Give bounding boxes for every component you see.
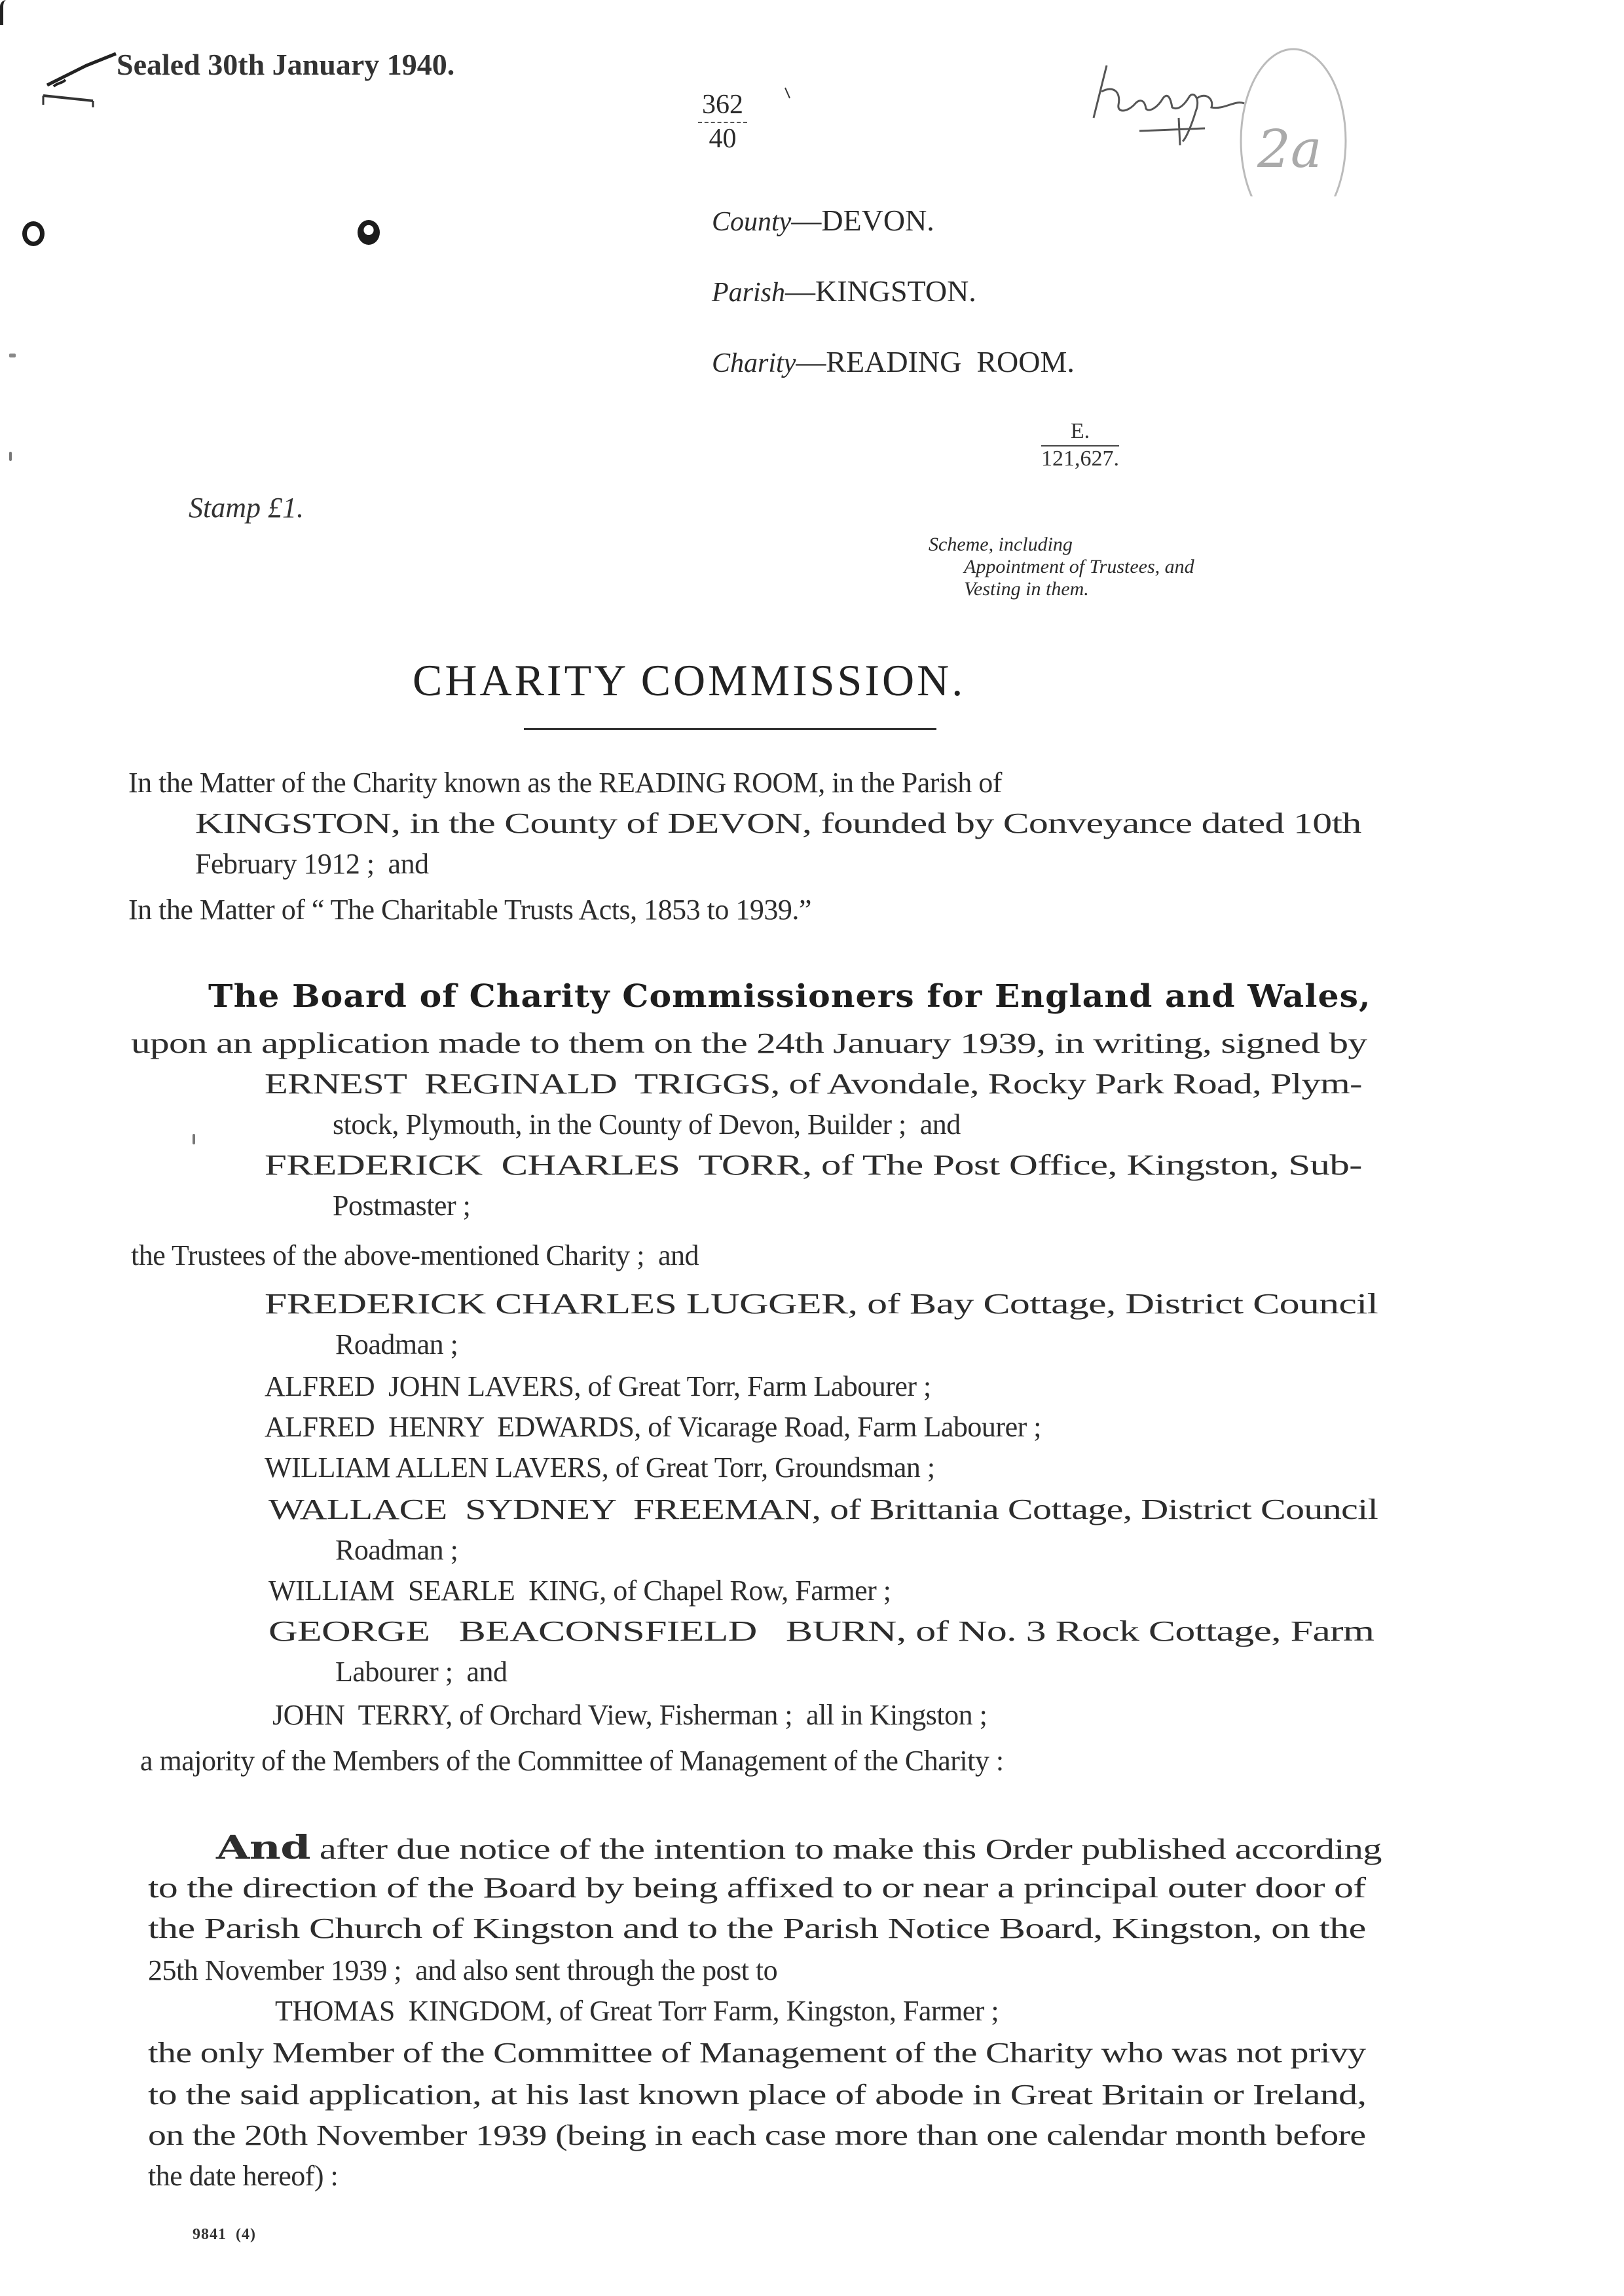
charity-value: —READING ROOM.	[796, 345, 1075, 378]
margin-mark	[9, 354, 16, 357]
closing-line: the date hereof) :	[148, 2160, 339, 2192]
trustees-line: the Trustees of the above-mentioned Charity ; and	[131, 1239, 699, 1271]
member-line: Roadman ;	[335, 1534, 458, 1566]
member-line: WALLACE SYDNEY FREEMAN, of Brittania Cottage, District Council	[268, 1493, 1378, 1525]
matter-line: In the Matter of “ The Charitable Trusts Acts, 1853 to 1939.”	[128, 894, 811, 926]
pencil-tick-icon	[783, 86, 792, 101]
notice-lead-word: And	[216, 1828, 310, 1867]
member-line: GEORGE BEACONSFIELD BURN, of No. 3 Rock Cottage, Farm	[268, 1615, 1375, 1647]
print-code: 9841 (4)	[193, 2226, 256, 2243]
member-line: ALFRED HENRY EDWARDS, of Vicarage Road, Farm Labourer ;	[265, 1411, 1041, 1443]
scheme-line: Scheme, including	[929, 534, 1073, 555]
petitioner-line: stock, Plymouth, in the County of Devon, Builder ; and	[333, 1108, 961, 1140]
notice-line: to the direction of the Board by being affixed to or near a principal outer door of	[148, 1872, 1366, 1904]
handwritten-annotation	[950, 26, 1408, 196]
majority-line: a majority of the Members of the Committee of Management of the Charity :	[140, 1745, 1004, 1777]
recipient-line: THOMAS KINGDOM, of Great Torr Farm, Kingston, Farmer ;	[275, 1995, 999, 2027]
county-line	[712, 203, 934, 238]
page-edge-mark	[0, 0, 9, 25]
file-number-numerator: 362	[698, 89, 747, 123]
stamp-duty: Stamp £1.	[189, 492, 304, 524]
reference-number	[1041, 419, 1119, 471]
notice-line: 25th November 1939 ; and also sent through the post to	[148, 1954, 778, 1986]
punch-hole	[358, 220, 380, 245]
file-number-denominator: 40	[709, 124, 737, 154]
notice-line	[216, 1828, 1382, 1867]
reference-numerator: E.	[1041, 419, 1119, 446]
sealed-date: Sealed 30th January 1940.	[117, 48, 455, 81]
margin-mark	[193, 1134, 195, 1144]
application-line: upon an application made to them on the 24th January 1939, in writing, signed by	[131, 1027, 1367, 1059]
member-line: Roadman ;	[335, 1328, 458, 1360]
charity-label: Charity	[712, 348, 796, 378]
notice-line: the Parish Church of Kingston and to the Parish Notice Board, Kingston, on the	[148, 1912, 1366, 1944]
document-title: CHARITY COMMISSION.	[413, 655, 966, 705]
board-heading: The Board of Charity Commissioners for England and Wales,	[208, 978, 1371, 1015]
member-line: FREDERICK CHARLES LUGGER, of Bay Cottage, District Council	[265, 1288, 1378, 1320]
matter-line: KINGSTON, in the County of DEVON, founded by Conveyance dated 10th	[195, 807, 1361, 839]
petitioner-line: ERNEST REGINALD TRIGGS, of Avondale, Rocky Park Road, Plym-	[265, 1068, 1362, 1100]
county-value: —DEVON.	[791, 204, 934, 237]
scheme-line: Vesting in them.	[964, 578, 1089, 600]
margin-mark	[9, 452, 12, 461]
scheme-line: Appointment of Trustees, and	[964, 556, 1194, 577]
petitioner-line: FREDERICK CHARLES TORR, of The Post Office, Kingston, Sub-	[265, 1149, 1362, 1181]
scheme-description	[929, 534, 1194, 600]
handwritten-circle-text: 2a	[1257, 118, 1322, 179]
title-divider	[524, 728, 936, 730]
county-label: County	[712, 207, 792, 237]
closing-line: to the said application, at his last known place of abode in Great Britain or Ireland,	[148, 2079, 1367, 2111]
parish-line	[712, 274, 976, 308]
file-number	[698, 89, 747, 155]
parish-value: —KINGSTON.	[785, 274, 976, 308]
member-line: ALFRED JOHN LAVERS, of Great Torr, Farm Labourer ;	[265, 1370, 931, 1402]
charity-line	[712, 344, 1075, 379]
petitioner-line: Postmaster ;	[333, 1190, 471, 1222]
closing-line: on the 20th November 1939 (being in each case more than one calendar month before	[148, 2119, 1366, 2151]
reference-denominator: 121,627.	[1041, 446, 1119, 471]
notice-text: after due notice of the intention to make this Order published according	[319, 1833, 1382, 1865]
closing-line: the only Member of the Committee of Management of the Charity who was not privy	[148, 2037, 1366, 2069]
matter-line: February 1912 ; and	[195, 848, 429, 880]
member-line: Labourer ; and	[335, 1656, 507, 1688]
member-line: JOHN TERRY, of Orchard View, Fisherman ; all in Kingston ;	[272, 1699, 987, 1731]
member-line: WILLIAM SEARLE KING, of Chapel Row, Farmer ;	[268, 1575, 891, 1607]
punch-hole	[22, 221, 45, 246]
parish-label: Parish	[712, 278, 786, 308]
member-line: WILLIAM ALLEN LAVERS, of Great Torr, Groundsman ;	[265, 1451, 935, 1484]
matter-line: In the Matter of the Charity known as the READING ROOM, in the Parish of	[128, 767, 1002, 799]
